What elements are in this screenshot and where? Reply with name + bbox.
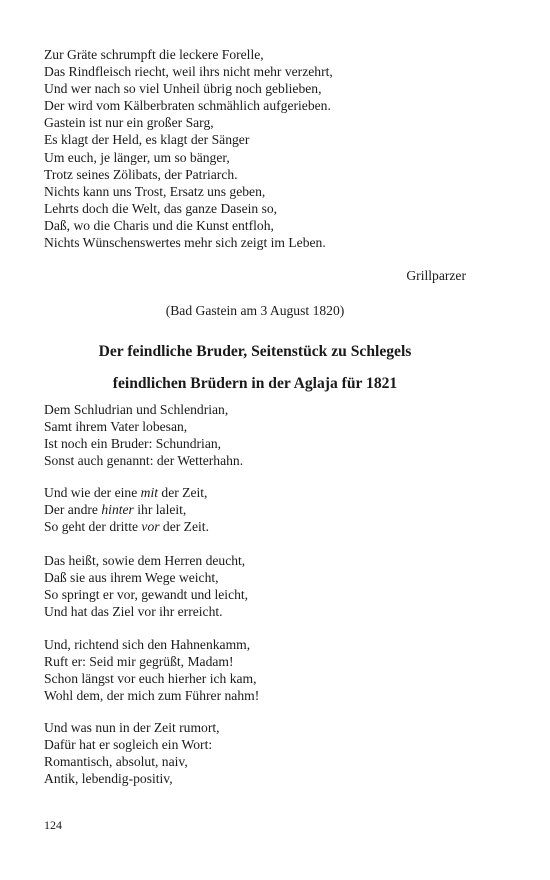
verse-text: ihr laleit,: [133, 502, 187, 518]
poem-stanza-1: [44, 401, 484, 469]
verse-line: [44, 518, 484, 535]
verse-line: Wohl dem, der mich zum Führer nahm!: [44, 688, 260, 704]
verse-line: Romantisch, absolut, naiv,: [44, 754, 188, 770]
verse-text: der Zeit.: [159, 519, 209, 535]
verse-line: Nichts kann uns Trost, Ersatz uns geben,: [44, 183, 266, 199]
verse-line: Und, richtend sich den Hahnenkamm,: [44, 637, 251, 652]
verse-line: Sonst auch genannt: der Wetterhahn.: [44, 453, 244, 469]
verse-line: Antik, lebendig-positiv,: [44, 771, 173, 787]
verse-line: Schon längst vor euch hierher ich kam,: [44, 671, 257, 687]
verse-line: Dem Schludrian und Schlendrian,: [44, 402, 229, 417]
verse-line: Ist noch ein Bruder: Schundrian,: [44, 436, 222, 452]
verse-line: Zur Gräte schrumpft die leckere Forelle,: [44, 47, 264, 62]
verse-line: Ruft er: Seid mir gegrüßt, Madam!: [44, 654, 234, 670]
verse-line: Um euch, je länger, um so bänger,: [44, 149, 230, 165]
verse-line: Samt ihrem Vater lobesan,: [44, 419, 188, 435]
verse-line: So springt er vor, gewandt und leicht,: [44, 587, 249, 603]
verse-line: Dafür hat er sogleich ein Wort:: [44, 737, 213, 753]
emphasized-word: hinter: [101, 502, 134, 518]
verse-text: Der andre: [44, 502, 102, 518]
poem-stanza-4: [44, 636, 484, 704]
poem-stanza-2: [44, 484, 484, 535]
poem-title-line-1: Der feindliche Bruder, Seitenstück zu Schlegels: [98, 343, 412, 360]
verse-text: Und wie der eine: [44, 485, 141, 500]
verse-line: Trotz seines Zölibats, der Patriarch.: [44, 166, 238, 182]
poem-stanza-1: [44, 46, 484, 251]
verse-line: Das heißt, sowie dem Herren deucht,: [44, 553, 246, 568]
verse-text: der Zeit,: [158, 485, 208, 500]
verse-line: Gastein ist nur ein großer Sarg,: [44, 115, 214, 131]
verse-line: Der wird vom Kälberbraten schmählich aufgerieben.: [44, 98, 331, 114]
dateline: (Bad Gastein am 3 August 1820): [165, 303, 345, 318]
poem-title-line-2: feindlichen Brüdern in der Aglaja für 1821: [112, 375, 398, 392]
verse-line: Und was nun in der Zeit rumort,: [44, 720, 220, 735]
verse-text: So geht der dritte: [44, 519, 142, 535]
verse-line: [44, 484, 484, 501]
emphasized-word: mit: [140, 485, 159, 500]
author-signature: Grillparzer: [406, 268, 466, 283]
verse-line: [44, 501, 484, 518]
verse-line: Es klagt der Held, es klagt der Sänger: [44, 132, 250, 148]
verse-line: Nichts Wünschenswertes mehr sich zeigt im Leben.: [44, 235, 326, 251]
verse-line: Und wer nach so viel Unheil übrig noch geblieben,: [44, 81, 322, 97]
page-number: 124: [44, 818, 62, 832]
verse-line: Und hat das Ziel vor ihr erreicht.: [44, 604, 223, 620]
verse-line: Daß sie aus ihrem Wege weicht,: [44, 570, 219, 586]
verse-line: Lehrts doch die Welt, das ganze Dasein so,: [44, 200, 278, 216]
emphasized-word: vor: [141, 519, 160, 535]
verse-line: Daß, wo die Charis und die Kunst entfloh,: [44, 217, 274, 233]
poem-stanza-3: [44, 552, 484, 620]
poem-stanza-5: [44, 719, 484, 787]
verse-line: Das Rindfleisch riecht, weil ihrs nicht mehr verzehrt,: [44, 64, 333, 80]
